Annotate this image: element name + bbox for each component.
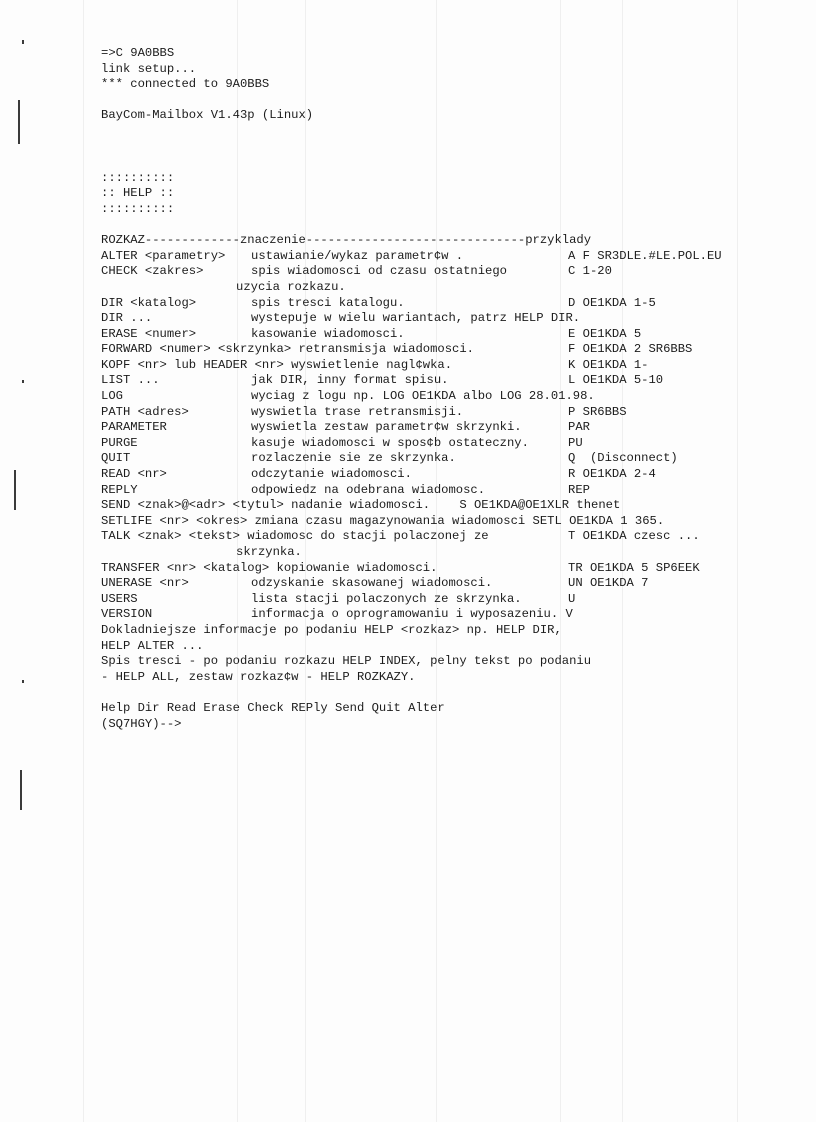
scan-streak (83, 0, 84, 1122)
command-example: L OE1KDA 5-10 (568, 373, 664, 388)
command-name: CHECK <zakres> (101, 264, 204, 279)
command-example: C 1-20 (568, 264, 612, 279)
command-name: UNERASE <nr> (101, 576, 189, 591)
connected-status: *** connected to 9A0BBS (101, 77, 270, 92)
command-row (101, 389, 801, 405)
scan-edge-mark (20, 770, 22, 810)
command-description: kasuje wiadomosci w spos¢b ostateczny. (251, 435, 529, 450)
command-name: ALTER <parametry> (101, 248, 226, 263)
command-name: READ <nr> (101, 467, 167, 482)
command-name: SEND <znak>@<adr> <tytul> nadanie wiadomosci. S OE1KDA@OE1XLR thenet (101, 498, 621, 513)
command-row (101, 607, 801, 623)
command-row (101, 498, 801, 514)
command-description: spis wiadomosci od czasu ostatniego (251, 264, 507, 279)
command-example: PU (568, 435, 583, 450)
command-name: TRANSFER <nr> <katalog> kopiowanie wiadomosci. (101, 560, 438, 575)
help-note: - HELP ALL, zestaw rozkaz¢w - HELP ROZKAZY. (101, 669, 416, 684)
scan-edge-mark (14, 470, 16, 510)
terminal-output (101, 46, 801, 732)
command-row (101, 467, 801, 483)
command-example: A F SR3DLE.#LE.POL.EU (568, 248, 722, 263)
command-name: ERASE <numer> (101, 326, 197, 341)
help-note: HELP ALTER ... (101, 638, 204, 653)
command-name: VERSION (101, 607, 153, 622)
command-name: DIR <katalog> (101, 295, 197, 310)
command-example: TR OE1KDA 5 SP6EEK (568, 560, 700, 575)
command-description: ustawianie/wykaz parametr¢w . (251, 248, 464, 263)
command-name: LOG (101, 389, 123, 404)
command-description: wyswietla trase retransmisji. (251, 404, 464, 419)
command-name: SETLIFE <nr> <okres> zmiana czasu magazynowania wiadomosci SETL OE1KDA 1 365. (101, 513, 665, 528)
command-description-continued: uzycia rozkazu. (236, 279, 346, 294)
command-row (101, 296, 801, 312)
command-description: lista stacji polaczonych ze skrzynka. (251, 591, 522, 606)
command-row (101, 514, 801, 530)
command-description-continued: skrzynka. (236, 545, 302, 559)
command-row (101, 592, 801, 608)
command-row (101, 483, 801, 499)
mailbox-banner: BayCom-Mailbox V1.43p (Linux) (101, 108, 314, 123)
command-name: KOPF <nr> lub HEADER <nr> wyswietlenie nagl¢wka. (101, 357, 453, 372)
help-box-bottom: :::::::::: (101, 201, 175, 216)
command-row-continuation (101, 280, 801, 296)
command-row (101, 311, 801, 327)
command-description: jak DIR, inny format spisu. (251, 373, 449, 388)
command-row (101, 405, 801, 421)
command-description: informacja o oprogramowaniu i wyposazeniu. V (251, 607, 573, 622)
command-prompt[interactable]: (SQ7HGY)--> (101, 716, 182, 731)
command-example: K OE1KDA 1- (568, 357, 649, 372)
command-row-continuation (101, 545, 801, 561)
command-row (101, 576, 801, 592)
command-example: REP (568, 482, 590, 497)
command-row (101, 249, 801, 265)
command-description: wyswietla zestaw parametr¢w skrzynki. (251, 420, 522, 435)
command-table-header: ROZKAZ-------------znaczenie------------------------------przyklady (101, 233, 592, 248)
help-note: Spis tresci - po podaniu rozkazu HELP INDEX, pelny tekst po podaniu (101, 654, 592, 669)
command-row (101, 358, 801, 374)
command-name: DIR ... (101, 311, 153, 326)
help-box-top: :::::::::: (101, 170, 175, 185)
command-description: rozlaczenie sie ze skrzynka. (251, 451, 456, 466)
command-example: D OE1KDA 1-5 (568, 295, 656, 310)
scan-edge-mark (18, 100, 20, 144)
command-example: P SR6BBS (568, 404, 627, 419)
command-row (101, 342, 801, 358)
command-name: PATH <adres> (101, 404, 189, 419)
command-description: wyciag z logu np. LOG OE1KDA albo LOG 28.01.98. (251, 389, 595, 404)
command-table (101, 249, 801, 623)
command-row (101, 327, 801, 343)
command-row (101, 451, 801, 467)
command-example: R OE1KDA 2-4 (568, 467, 656, 482)
command-example: UN OE1KDA 7 (568, 576, 649, 591)
command-row (101, 373, 801, 389)
help-note: Dokladniejsze informacje po podaniu HELP <rozkaz> np. HELP DIR, (101, 622, 562, 637)
command-example: T OE1KDA czesc ... (568, 529, 700, 544)
command-row (101, 436, 801, 452)
command-description: odczytanie wiadomosci. (251, 467, 412, 482)
command-name: FORWARD <numer> <skrzynka> retransmisja wiadomosci. (101, 342, 474, 357)
scan-edge-mark (22, 680, 24, 683)
command-row (101, 264, 801, 280)
command-name: USERS (101, 591, 138, 606)
command-example: Q (Disconnect) (568, 451, 678, 466)
link-setup-text: link setup... (101, 61, 197, 76)
command-name: LIST ... (101, 373, 160, 388)
command-example: E OE1KDA 5 (568, 326, 642, 341)
command-description: kasowanie wiadomosci. (251, 326, 405, 341)
command-name: QUIT (101, 451, 131, 466)
command-description: odzyskanie skasowanej wiadomosci. (251, 576, 493, 591)
command-name: TALK <znak> <tekst> wiadomosc do stacji polaczonej ze (101, 529, 489, 544)
command-row (101, 529, 801, 545)
scan-edge-mark (22, 380, 24, 383)
command-name: PARAMETER (101, 420, 167, 435)
command-row (101, 561, 801, 577)
command-row (101, 420, 801, 436)
command-example: F OE1KDA 2 SR6BBS (568, 342, 693, 357)
command-example: PAR (568, 420, 590, 435)
command-name: PURGE (101, 435, 138, 450)
scan-edge-mark (22, 40, 24, 44)
command-menu-line: Help Dir Read Erase Check REPly Send Quit Alter (101, 700, 445, 715)
command-description: spis tresci katalogu. (251, 295, 405, 310)
command-description: wystepuje w wielu wariantach, patrz HELP DIR. (251, 311, 581, 326)
connect-command: =>C 9A0BBS (101, 46, 175, 60)
help-box-title: :: HELP :: (101, 186, 175, 201)
command-example: U (568, 591, 576, 606)
command-name: REPLY (101, 482, 138, 497)
command-description: odpowiedz na odebrana wiadomosc. (251, 482, 486, 497)
